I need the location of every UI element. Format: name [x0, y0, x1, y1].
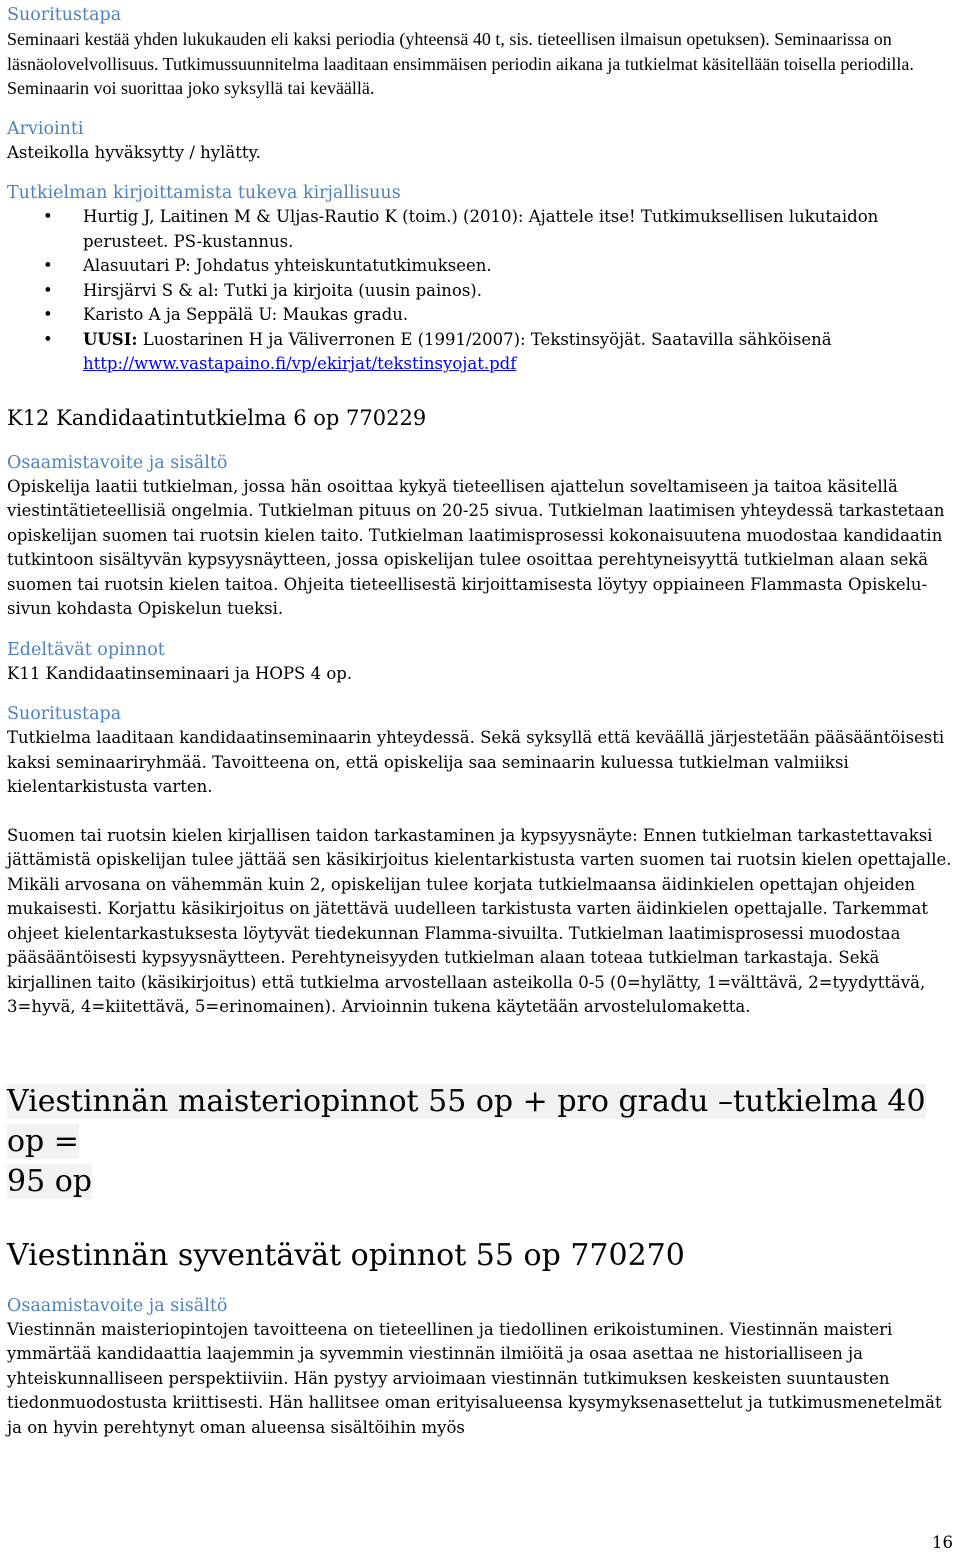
kirjallisuus-heading: Tutkielman kirjoittamista tukeva kirjallisuus — [7, 183, 401, 203]
edeltavat-text: K11 Kandidaatinseminaari ja HOPS 4 op. — [7, 663, 353, 683]
kypsyysnayte-text: Suomen tai ruotsin kielen kirjallisen taidon tarkastaminen ja kypsyysnäyte: Ennen tutkielman tarkastettavaksi jättämistä opiskelijan tulee jättää sen käsikirjoitus kielentarkistusta varten suomen tai ruotsin kielen opettajalle. Mikäli arvosana on vähemmän kuin 2, opiskelijan tulee korjata tutkielmaansa äidinkielen opettajan ohjeiden mukaisesti. Korjattu käsikirjoitus on jätettävä uudelleen tarkistusta varten äidinkielen opettajalle. Tarkemmat ohjeet kielentarkastuksesta löytyvät tiedekunnan Flamma-sivuilta. Tutkielman laatimisprosessi muodostaa pääsääntöisesti kypsyysnäytteen. Perehtyneisyyden tutkielman alaan toteaa tutkielman tarkastaja. Sekä kirjallinen taito (käsikirjoitus) että tutkielma arvostellaan asteikolla 0-5 (0=hylätty, 1=välttävä, 2=tyydyttävä, 3=hyvä, 4=kiitettävä, 5=erinomainen). Arvioinnin tukena käytetään arvostelulomaketta. — [7, 825, 952, 1016]
k12-osaamis-text: Opiskelija laatii tutkielman, jossa hän osoittaa kykyä tieteellisen ajattelun soveltamiseen ja taitoa käsitellä viestintätieteellisiä ongelmia. Tutkielman pituus on 20-25 sivua. Tutkielman laatimisen yhteydessä tarkastetaan opiskelijan suomen tai ruotsin kielen taito. Tutkielman laatimisprosessi kokonaisuutena muodostaa kandidaatin tutkintoon sisältyvän kypsyysnäytteen, jossa opiskelijan tulee osoittaa perehtyneisyyttä tutkielman alaan sekä suomen tai ruotsin kielen taitoa. Ohjeita tieteellisestä kirjoittamisesta löytyy oppiaineen Flammasta Opiskelu-sivun kohdasta Opiskelun tueksi. — [7, 476, 945, 618]
document-page — [7, 0, 953, 1440]
list-item — [7, 328, 953, 377]
bullet-icon: • — [43, 280, 53, 300]
k12-suoritustapa-text: Tutkielma laaditaan kandidaatinseminaarin yhteydessä. Sekä syksyllä että keväällä järjestetään pääsääntöisesti kaksi seminaariryhmää. Tavoitteena on, että opiskelija saa seminaarin kuluessa tutkielman valmiiksi kielentarkistusta varten. — [7, 728, 945, 796]
kirjallisuus-list — [7, 205, 953, 377]
uusi-label: UUSI: — [83, 329, 138, 349]
bullet-icon: • — [43, 256, 53, 275]
list-item: • Hirsjärvi S & al: Tutki ja kirjoita (uusin painos). — [7, 279, 953, 304]
maisteri-osaamis-text: Viestinnän maisteriopintojen tavoitteena on tieteellinen ja tiedollinen erikoistuminen. Viestinnän maisteri ymmärtää kandidaattia laajemmin ja syvemmin viestinnän ilmiöitä ja osaa asettaa ne historialliseen ja yhteiskunnalliseen perspektiiviin. Hän pystyy arvioimaan viestinnän tutkimuksen keskeisten suuntausten tiedonmuodostusta kriittisesti. Hän hallitsee oman erityisalueensa kysymyksenasettelut ja tutkimusmenetelmät ja on hyvin perehtynyt oman alueensa sisältöihin myös — [7, 1319, 942, 1437]
edeltavat-heading: Edeltävät opinnot — [7, 639, 165, 660]
list-item: • Alasuutari P: Johdatus yhteiskuntatutkimukseen. — [7, 254, 953, 279]
list-item: • Karisto A ja Seppälä U: Maukas gradu. — [7, 303, 953, 328]
maisteri-title: Viestinnän maisteriopinnot 55 op + pro gradu –tutkielma 40 op = 95 op — [7, 1083, 926, 1199]
tekstinsyojat-link[interactable]: http://www.vastapaino.fi/vp/ekirjat/tekstinsyojat.pdf — [83, 354, 517, 373]
bullet-icon: • — [43, 329, 53, 349]
page-number: 16 — [932, 1533, 953, 1552]
list-item: • Hurtig J, Laitinen M & Uljas-Rautio K (toim.) (2010): Ajattele itse! Tutkimuksellisen lukutaidon perusteet. PS-kustannus. — [43, 207, 879, 251]
suoritustapa-heading: Suoritustapa — [7, 5, 122, 25]
bullet-icon: • — [43, 305, 53, 324]
suoritustapa-text: Seminaari kestää yhden lukukauden eli kaksi periodia (yhteensä 40 t, sis. tieteellisen ilmaisun opetuksen). Seminaarissa on läsnäolovelvollisuus. Tutkimussuunnitelma laaditaan ensimmäisen periodin aikana ja tutkielmat käsitellään toisella periodilla. Seminaarin voi suorittaa joko syksyllä tai keväällä. — [7, 29, 914, 98]
syventavat-title: Viestinnän syventävät opinnot 55 op 770270 — [7, 1237, 685, 1273]
arviointi-heading: Arviointi — [7, 118, 84, 139]
k12-title: K12 Kandidaatintutkielma 6 op 770229 — [7, 405, 427, 430]
k12-osaamis-heading: Osaamistavoite ja sisältö — [7, 452, 228, 473]
uusi-text: Luostarinen H ja Väliverronen E (1991/2007): Tekstinsyöjät. Saatavilla sähköisenä — [142, 329, 832, 349]
bullet-icon: • — [43, 207, 53, 226]
arviointi-text: Asteikolla hyväksytty / hylätty. — [7, 142, 261, 162]
k12-suoritustapa-heading: Suoritustapa — [7, 704, 122, 724]
maisteri-osaamis-heading: Osaamistavoite ja sisältö — [7, 1295, 228, 1316]
